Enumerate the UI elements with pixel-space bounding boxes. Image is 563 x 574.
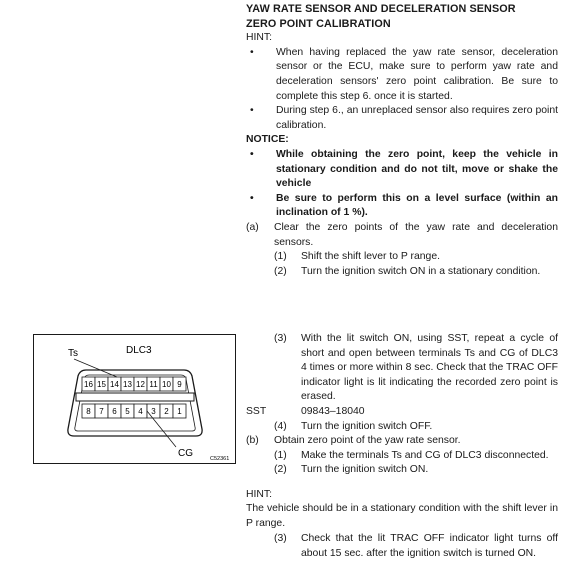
substep — [274, 532, 558, 561]
substep-label: (3) — [274, 533, 287, 544]
notice-label: NOTICE: — [246, 134, 289, 146]
substep-text: Check that the lit TRAC OFF indicator light turns off about 15 sec. after the ignition switch is turned ON. — [301, 533, 558, 559]
step-b3 — [246, 532, 558, 561]
pin-number: 12 — [136, 380, 145, 389]
pin-number: 5 — [125, 407, 130, 416]
figure-code: C52361 — [210, 456, 230, 462]
substep-text: With the lit switch ON, using SST, repeat a cycle of short and open between terminals Ts and CG of DLC3 4 times or more within 8 sec. Check that the TRAC OFF indicator light is lit indicating the recorded zero point is erased. — [301, 333, 558, 403]
pin-number: 15 — [97, 380, 106, 389]
notice-bullet — [246, 148, 558, 192]
hint-bullet — [246, 104, 558, 133]
cg-label: CG — [178, 448, 193, 459]
sst-line — [246, 405, 558, 420]
page-title: YAW RATE SENSOR AND DECELERATION SENSOR — [246, 3, 516, 15]
pin-number: 10 — [162, 380, 171, 389]
pin-number: 1 — [177, 407, 182, 416]
pin-number: 9 — [177, 380, 182, 389]
ts-label: Ts — [68, 348, 78, 359]
dlc3-connector-diagram — [34, 335, 237, 465]
substep-label: (2) — [274, 265, 287, 277]
substep-text: Shift the shift lever to P range. — [301, 251, 441, 263]
hint-bullet-text: When having replaced the yaw rate sensor, deceleration sensor or the ECU, make sure to perform yaw rate and deceleration sensors' zero point calibration. Be sure to complete this step 6. once it is started. — [276, 46, 558, 102]
substep-label: (1) — [274, 251, 287, 263]
pin-number: 4 — [138, 407, 143, 416]
substep — [274, 265, 558, 280]
substep-text: Turn the ignition switch OFF. — [301, 420, 433, 432]
substep-text: Turn the ignition switch ON in a stationary condition. — [301, 265, 541, 277]
page-subtitle: ZERO POINT CALIBRATION — [246, 17, 391, 30]
substep — [274, 250, 558, 265]
step-text: Obtain zero point of the yaw rate sensor. — [274, 435, 461, 447]
hint-text: The vehicle should be in a stationary condition with the shift lever in P range. — [246, 503, 558, 529]
step-a — [246, 221, 558, 250]
pin-number: 2 — [164, 407, 169, 416]
bullet-icon: • — [250, 105, 254, 117]
substep — [274, 420, 558, 435]
step-label: (a) — [246, 221, 259, 233]
substep-label: (3) — [274, 333, 287, 344]
instruction-column — [246, 2, 558, 279]
pin-number: 16 — [84, 380, 93, 389]
bullet-icon: • — [250, 148, 254, 160]
notice-bullet-text: While obtaining the zero point, keep the vehicle in stationary condition and do not tilt, move or shake the vehicle — [276, 148, 558, 190]
dlc3-title: DLC3 — [126, 345, 152, 356]
substep — [274, 449, 558, 464]
step-label: (b) — [246, 435, 259, 447]
bottom-pin-row — [82, 404, 186, 418]
pin-number: 8 — [86, 407, 91, 416]
pin-number: 3 — [151, 407, 156, 416]
hint-section-2 — [246, 488, 558, 503]
substep-label: (1) — [274, 449, 287, 461]
hint-bullet-text: During step 6., an unreplaced sensor also requires zero point calibration. — [276, 105, 558, 131]
notice-bullet-text: Be sure to perform this on a level surface (within an inclination of 1 %). — [276, 192, 558, 219]
pin-number: 7 — [99, 407, 104, 416]
substep-text: Turn the ignition switch ON. — [301, 464, 429, 476]
step-b — [246, 434, 558, 449]
hint-label: HINT: — [246, 489, 272, 500]
notice-bullet — [246, 192, 558, 221]
substep-text: Make the terminals Ts and CG of DLC3 disconnected. — [301, 449, 549, 461]
instruction-column-lower — [246, 332, 558, 478]
sst-value: 09843–18040 — [301, 405, 365, 417]
pin-number: 13 — [123, 380, 132, 389]
sst-label: SST — [246, 405, 267, 417]
substep — [274, 332, 558, 405]
pin-number: 14 — [110, 380, 119, 389]
top-pin-row — [82, 377, 186, 391]
substep-label: (4) — [274, 420, 287, 432]
hint-bullet — [246, 46, 558, 104]
connector-key-bar — [76, 393, 194, 401]
hint-label: HINT: — [246, 32, 272, 44]
pin-number: 6 — [112, 407, 117, 416]
bullet-icon: • — [250, 46, 254, 58]
pin-number: 11 — [149, 380, 158, 389]
dlc3-figure — [33, 334, 236, 464]
bullet-icon: • — [250, 192, 254, 204]
step-text: Clear the zero points of the yaw rate and deceleration sensors. — [274, 221, 558, 248]
substep — [274, 463, 558, 478]
substep-label: (2) — [274, 464, 287, 476]
